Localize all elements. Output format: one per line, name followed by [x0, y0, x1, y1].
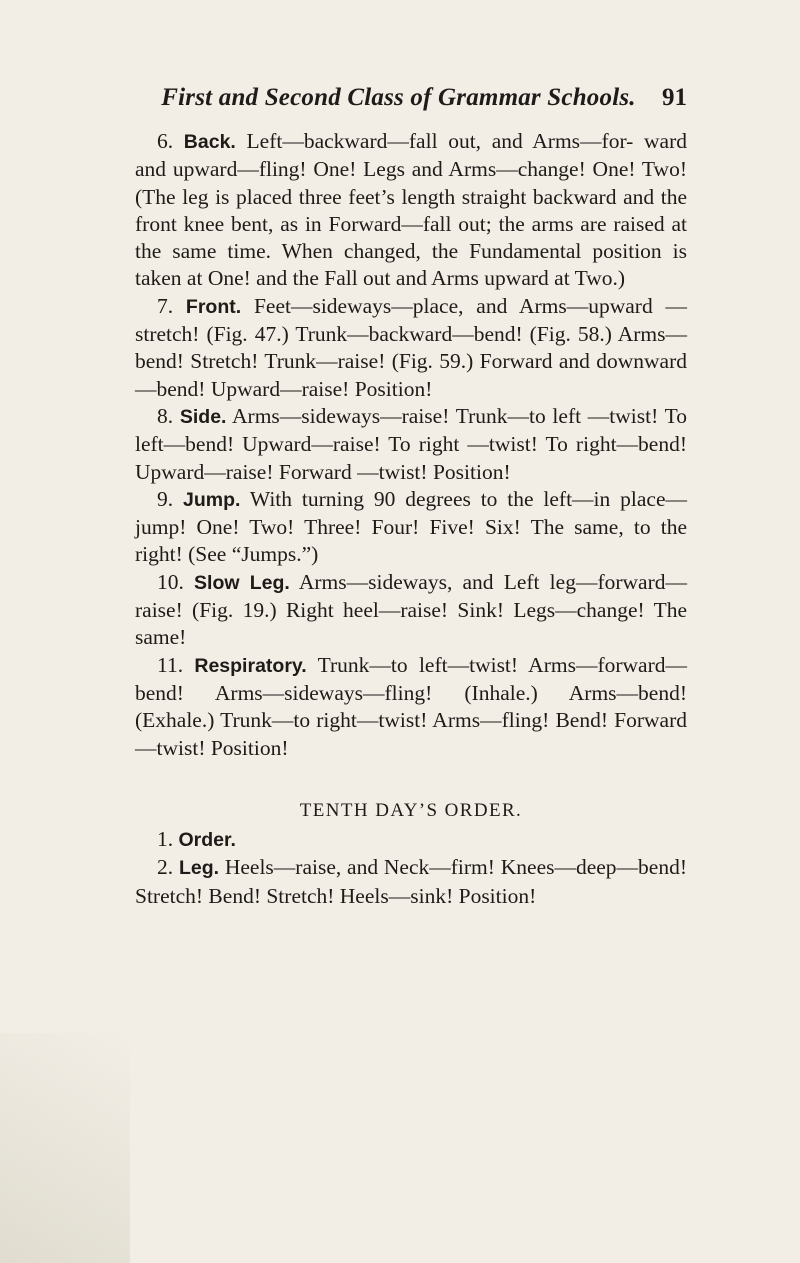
exercise-number: 8.: [157, 403, 174, 428]
paper-stain: [0, 1033, 130, 1263]
exercise-label: Back.: [183, 131, 236, 153]
exercise-paragraph: [135, 293, 687, 403]
exercise-paragraph: [135, 128, 687, 293]
running-title: First and Second Class of Grammar Schools.: [161, 84, 636, 111]
exercise-paragraph: [135, 652, 687, 762]
exercise-number: 11.: [157, 652, 184, 677]
exercise-text: Feet—sideways—place, and Arms—upward —stretch! (Fig. 47.) Trunk—backward—bend! (Fig. 58.) Arms—bend! Stretch! Trunk—raise! (Fig. 59.) Forward and downward—bend! Upward—raise! Position!: [135, 293, 687, 401]
order-label: Order.: [178, 829, 236, 852]
exercise-number: 7.: [157, 293, 174, 318]
page-header: [135, 84, 687, 124]
exercise-number: 6.: [157, 129, 174, 153]
exercise-paragraph: [135, 403, 687, 486]
exercise-label: Side.: [179, 405, 227, 428]
order-paragraph: [135, 854, 687, 910]
exercise-number: 9.: [157, 486, 174, 511]
page-body: [135, 128, 687, 910]
order-paragraph: [135, 826, 687, 854]
exercise-text: Arms—sideways—raise! Trunk—to left —twist! To left—bend! Upward—raise! To right —twist! To right—bend! Upward—raise! Forward —twist! Position!: [135, 403, 687, 484]
order-number: 2.: [157, 855, 174, 880]
section-title: TENTH DAY’S ORDER.: [299, 799, 523, 821]
exercise-label: Respiratory.: [194, 654, 307, 677]
exercise-text: Left—backward—fall out, and Arms—for- ward and upward—fling! One! Legs and Arms—change! One! Two! (The leg is placed three feet’s length straight backward and the front knee bent, as in Forward—fall out; the arms are raised at the same time. When changed, the Fundamental position is taken at One! and the Fall out and Arms upward at Two.): [135, 129, 687, 291]
order-label: Leg.: [178, 857, 220, 880]
exercise-text: With turning 90 degrees to the left—in place—jump! One! Two! Three! Four! Five! Six! The same, to the right! (See “Jumps.”): [135, 486, 687, 567]
page-number: 91: [662, 84, 687, 111]
order-text: Heels—raise, and Neck—firm! Knees—deep—bend! Stretch! Bend! Stretch! Heels—sink! Position!: [135, 855, 688, 908]
exercise-label: Front.: [185, 295, 242, 318]
exercise-text: Arms—sideways, and Left leg—forward—raise! (Fig. 19.) Right heel—raise! Sink! Legs—change! The same!: [135, 569, 687, 650]
exercise-label: Jump.: [182, 488, 241, 511]
exercise-paragraph: [135, 486, 687, 569]
exercise-label: Slow Leg.: [194, 571, 290, 594]
exercise-number: 10.: [157, 569, 184, 594]
order-number: 1.: [157, 827, 174, 852]
exercise-text: Trunk—to left—twist! Arms—forward—bend! Arms—sideways—fling! (Inhale.) Arms—bend! (Exhale.) Trunk—to right—twist! Arms—fling! Bend! Forward—twist! Position!: [135, 652, 687, 760]
exercise-paragraph: [135, 569, 687, 652]
